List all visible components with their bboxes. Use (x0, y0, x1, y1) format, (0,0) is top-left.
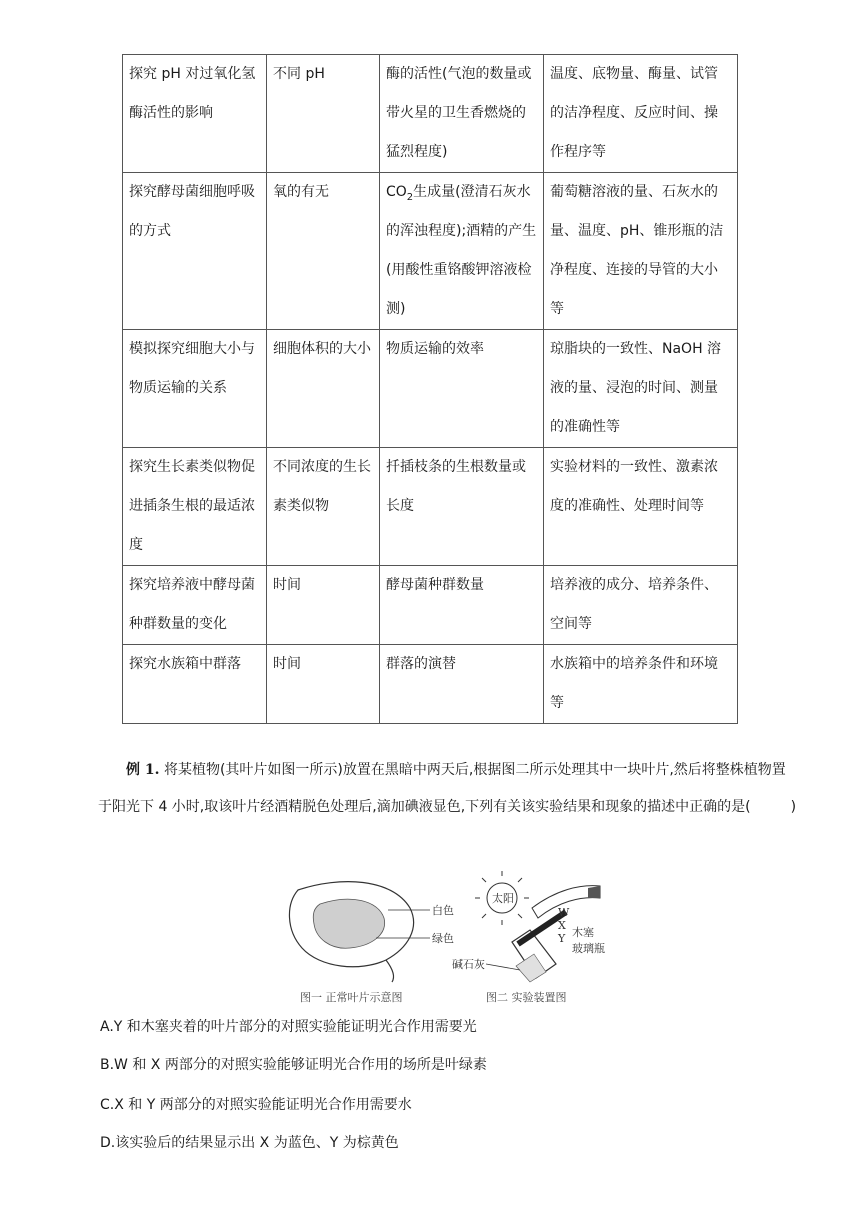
table-cell: 实验材料的一致性、激素浓度的准确性、处理时间等 (544, 448, 738, 566)
option-b: B.W 和 X 两部分的对照实验能够证明光合作用的场所是叶绿素 (100, 1057, 487, 1073)
table-cell: 探究 pH 对过氧化氢酶活性的影响 (123, 55, 267, 173)
table-cell: 不同 pH (267, 55, 380, 173)
w-label: W (558, 906, 570, 919)
x-label: X (558, 919, 566, 932)
table-cell: 探究培养液中酵母菌种群数量的变化 (123, 566, 267, 645)
apparatus-diagram (452, 871, 605, 1004)
co2-prefix: CO (386, 184, 407, 200)
lime-label: 碱石灰 (452, 958, 485, 971)
table-cell: 氧的有无 (267, 173, 380, 330)
question-close: ) (790, 799, 797, 815)
option-a: A.Y 和木塞夹着的叶片部分的对照实验能证明光合作用需要光 (100, 1019, 477, 1035)
table-cell: 琼脂块的一致性、NaOH 溶液的量、浸泡的时间、测量的准确性等 (544, 330, 738, 448)
table-cell: 群落的演替 (380, 645, 544, 724)
table-cell: 不同浓度的生长素类似物 (267, 448, 380, 566)
table-row (123, 448, 738, 566)
sun-label: 太阳 (492, 892, 514, 905)
table-cell: 葡萄糖溶液的量、石灰水的量、温度、pH、锥形瓶的洁净程度、连接的导管的大小等 (544, 173, 738, 330)
leaf-diagram (289, 882, 454, 1004)
table-cell: 温度、底物量、酶量、试管的洁净程度、反应时间、操作程序等 (544, 55, 738, 173)
table-cell: 细胞体积的大小 (267, 330, 380, 448)
table-cell: 培养液的成分、培养条件、空间等 (544, 566, 738, 645)
question-stem (98, 752, 798, 826)
table-cell: 探究生长素类似物促进插条生根的最适浓度 (123, 448, 267, 566)
table-cell: 水族箱中的培养条件和环境等 (544, 645, 738, 724)
table-row (123, 330, 738, 448)
table-row (123, 173, 738, 330)
experiment-figure (280, 868, 610, 1008)
question-label: 例 1. (126, 762, 160, 778)
y-label: Y (558, 932, 566, 945)
jar-label: 玻璃瓶 (572, 942, 605, 955)
table-cell: 物质运输的效率 (380, 330, 544, 448)
table-cell: 探究水族箱中群落 (123, 645, 267, 724)
table-cell: 探究酵母菌细胞呼吸的方式 (123, 173, 267, 330)
table-cell: 模拟探究细胞大小与物质运输的关系 (123, 330, 267, 448)
co2-rest: 生成量(澄清石灰水的浑浊程度);酒精的产生(用酸性重铬酸钾溶液检测) (386, 184, 537, 317)
fig1-caption: 图一 正常叶片示意图 (300, 991, 403, 1004)
cork-label: 木塞 (572, 926, 594, 939)
table-cell: 酶的活性(气泡的数量或带火星的卫生香燃烧的猛烈程度) (380, 55, 544, 173)
table-cell: 时间 (267, 645, 380, 724)
option-d: D.该实验后的结果显示出 X 为蓝色、Y 为棕黄色 (100, 1135, 399, 1151)
table-row (123, 566, 738, 645)
question-text: 将某植物(其叶片如图一所示)放置在黑暗中两天后,根据图二所示处理其中一块叶片,然后将整株植物置于阳光下 4 小时,取该叶片经酒精脱色处理后,滴加碘液显色,下列有关该实验结果和现象的描述中正确的是( (98, 762, 786, 815)
green-label: 绿色 (432, 932, 454, 945)
table-cell: 扦插枝条的生根数量或长度 (380, 448, 544, 566)
table-cell: 时间 (267, 566, 380, 645)
experiment-table (122, 54, 738, 724)
white-label: 白色 (432, 904, 454, 917)
fig2-caption: 图二 实验装置图 (486, 991, 567, 1004)
table-row (123, 645, 738, 724)
table-row (123, 55, 738, 173)
co2-subscript: 2 (406, 191, 414, 203)
table-cell (380, 173, 544, 330)
table-cell: 酵母菌种群数量 (380, 566, 544, 645)
option-c: C.X 和 Y 两部分的对照实验能证明光合作用需要水 (100, 1097, 412, 1113)
